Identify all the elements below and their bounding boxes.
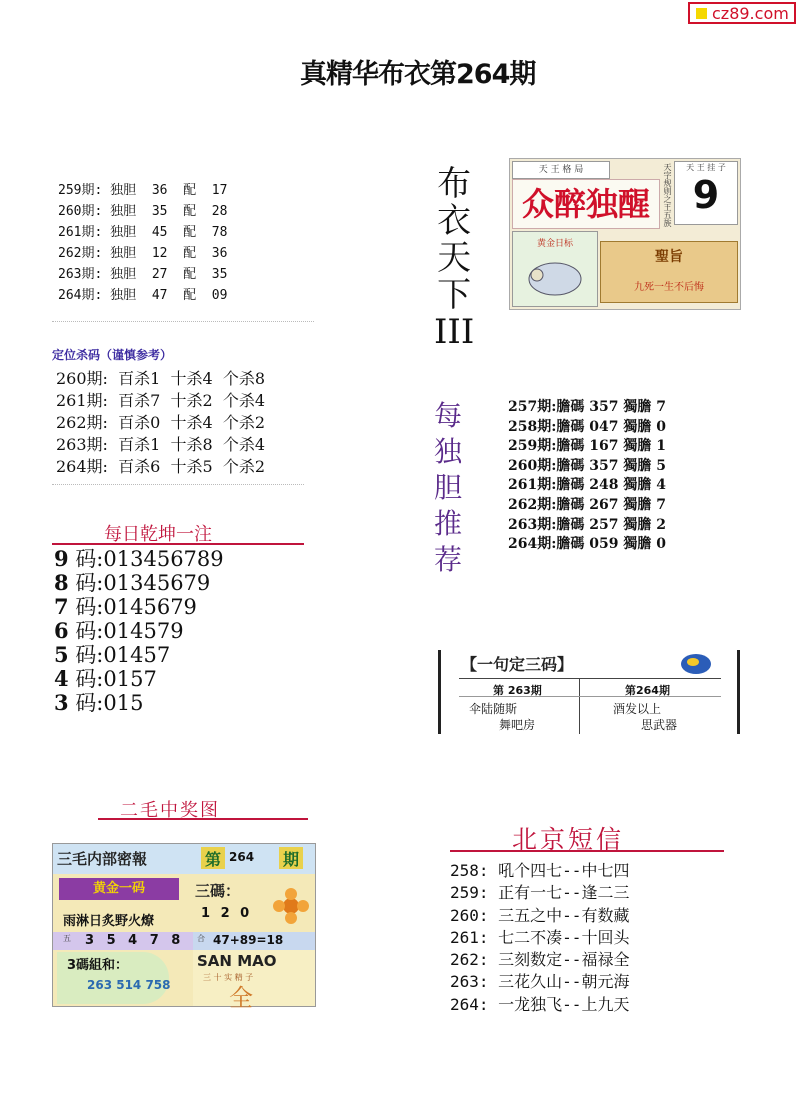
list-item: 5 码:01457 — [54, 642, 171, 667]
list-item: 262期:膽碼 267 獨膽 7 — [508, 496, 666, 513]
site-label: cz89.com — [712, 3, 789, 23]
ermao-title: 二毛中奖图 — [120, 800, 220, 821]
yiju-left-line: 舞吧房 — [499, 718, 536, 732]
list-item: 261期: 百杀7 十杀2 个杀4 — [56, 391, 266, 410]
vertical-char: 布 — [437, 164, 472, 204]
list-item: 261期: 独胆 45 配 78 — [58, 225, 228, 240]
ermao-di: 第 — [201, 847, 225, 869]
list-item: 264期:膽碼 059 獨膽 0 — [508, 536, 666, 553]
list-item: 259期:膽碼 167 獨膽 1 — [508, 438, 666, 455]
list-item: 262: 三刻数定--福禄全 — [450, 950, 630, 970]
ermao-gold-banner: 黄金一码 — [59, 878, 179, 900]
ermao-sanmao: SAN MAO — [197, 952, 277, 970]
ermao-sanma-value: 1 2 0 — [201, 906, 253, 921]
zhongzui-big-text: 众醉独醒 — [512, 179, 660, 229]
tianwang-box — [674, 161, 738, 225]
qiankun-title: 每日乾坤一注 — [104, 524, 212, 545]
vertical-char: 天 — [437, 238, 472, 278]
ermao-num: 264 — [229, 850, 255, 864]
list-item: 262期: 百杀0 十杀4 个杀2 — [56, 413, 266, 432]
gold-label: 黄金日标 — [536, 239, 573, 249]
qiankun-list — [54, 547, 224, 715]
yiju-right-line: 酒发以上 — [613, 702, 662, 716]
list-item: 259: 正有一七--逢二三 — [450, 883, 630, 903]
list-item: 263期:膽碼 257 獨膽 2 — [508, 516, 666, 533]
buyi-vertical-title — [434, 166, 474, 351]
ermao-digits: 3 5 4 7 8 — [85, 933, 185, 948]
list-item: 3 码:015 — [54, 690, 144, 715]
divider — [459, 678, 721, 679]
divider — [52, 484, 304, 485]
divider — [579, 678, 580, 734]
list-item: 263期: 百杀1 十杀8 个杀4 — [56, 435, 266, 454]
title-underline — [52, 543, 304, 545]
list-item: 258: 吼个四七--中七四 — [450, 861, 630, 880]
list-item: 264期: 百杀6 十杀5 个杀2 — [56, 457, 266, 476]
yiju-dingsanma-panel — [438, 650, 740, 734]
side-text: 天字规则之王五族 — [663, 163, 672, 227]
flower-icon — [271, 886, 311, 926]
ermao-digits-label: 五 — [63, 934, 71, 943]
ermao-sanmao-sub: 三 十 实 精 子 — [203, 973, 254, 982]
list-item: 261期:膽碼 248 獨膽 4 — [508, 477, 666, 494]
ermao-sanma-label: 三碼： — [195, 882, 241, 900]
beijing-list — [450, 860, 629, 1016]
vertical-char: 胆 — [434, 471, 463, 504]
list-item: 7 码:0145679 — [54, 594, 197, 619]
vertical-char: 每 — [434, 399, 463, 432]
ermao-big-char: 全 — [229, 984, 253, 1012]
vertical-char: 衣 — [437, 201, 472, 241]
yiju-right-line: 思武器 — [641, 718, 678, 732]
list-item: 263期: 独胆 27 配 35 — [58, 267, 228, 282]
list-item: 264: 一龙独飞--上九天 — [450, 994, 630, 1014]
gold-target-panel — [512, 231, 598, 307]
title-underline — [450, 850, 724, 852]
list-item: 259期: 独胆 36 配 17 — [58, 183, 228, 198]
list-item: 263: 三花久山--朝元海 — [450, 972, 630, 992]
scroll-text: 九死一生不后悔 — [634, 282, 704, 293]
tianwang-label: 天 王 挂 子 — [686, 163, 726, 172]
list-item: 261: 七二不凑--十回头 — [450, 927, 630, 947]
list-item: 4 码:0157 — [54, 666, 157, 691]
yellow-square-icon — [696, 8, 707, 19]
tianwang-geju-label: 天 王 格 局 — [512, 161, 610, 179]
ermao-zuhe-value: 263 514 758 — [87, 978, 171, 992]
list-item: 264期: 独胆 47 配 09 — [58, 288, 228, 303]
list-item: 9 码:013456789 — [54, 546, 224, 571]
globe-icon — [679, 652, 713, 676]
divider — [459, 696, 721, 697]
list-item: 260期: 独胆 35 配 28 — [58, 204, 228, 219]
title-underline — [98, 818, 308, 820]
beijing-title: 北京短信 — [512, 825, 625, 854]
yiju-left-line: 伞陆随斯 — [469, 702, 518, 716]
vertical-char: 独 — [434, 435, 463, 468]
vertical-char: 下 — [437, 275, 472, 315]
yiju-right-head: 第264期 — [625, 684, 670, 697]
vertical-char: 荐 — [434, 543, 463, 576]
vertical-char: 推 — [434, 507, 463, 540]
dingwei-title: 定位杀码（谨慎参考） — [52, 348, 173, 362]
tiger-icon — [513, 249, 597, 305]
site-badge[interactable] — [688, 2, 796, 24]
list-item: 260: 三五之中--有数藏 — [450, 905, 630, 925]
danjiao-list — [58, 180, 227, 306]
ermao-zuhe-label: 3碼組和： — [67, 958, 129, 973]
scroll-panel — [600, 241, 738, 303]
shengzhi-label: 聖旨 — [655, 249, 683, 265]
ermao-image — [52, 843, 316, 1012]
list-item: 262期: 独胆 12 配 36 — [58, 246, 228, 261]
list-item: 258期:膽碼 047 獨膽 0 — [508, 418, 666, 435]
list-item: 260期: 百杀1 十杀4 个杀8 — [56, 369, 266, 388]
ermao-slogan: 雨淋日炙野火燎 — [63, 914, 155, 929]
ermao-qi: 期 — [279, 847, 303, 869]
page-title: 真精华布衣第264期 — [300, 59, 536, 90]
tianwang-digit: 9 — [692, 173, 720, 217]
danma-list — [508, 398, 666, 555]
yiju-title: 【一句定三码】 — [461, 655, 574, 674]
meidu-vertical-title — [434, 398, 463, 576]
dingwei-list — [56, 368, 265, 478]
ermao-header-left: 三毛内部密報 — [57, 850, 148, 868]
vertical-char: III — [434, 312, 475, 352]
yiju-left-head: 第 263期 — [493, 684, 542, 697]
ermao-equation-label: 合 — [197, 934, 205, 943]
list-item: 260期:膽碼 357 獨膽 5 — [508, 457, 666, 474]
list-item: 8 码:01345679 — [54, 570, 211, 595]
zhongzui-image — [509, 158, 741, 310]
list-item: 6 码:014579 — [54, 618, 184, 643]
list-item: 257期:膽碼 357 獨膽 7 — [508, 399, 666, 415]
divider — [52, 321, 314, 322]
ermao-equation: 47+89=18 — [213, 933, 284, 947]
